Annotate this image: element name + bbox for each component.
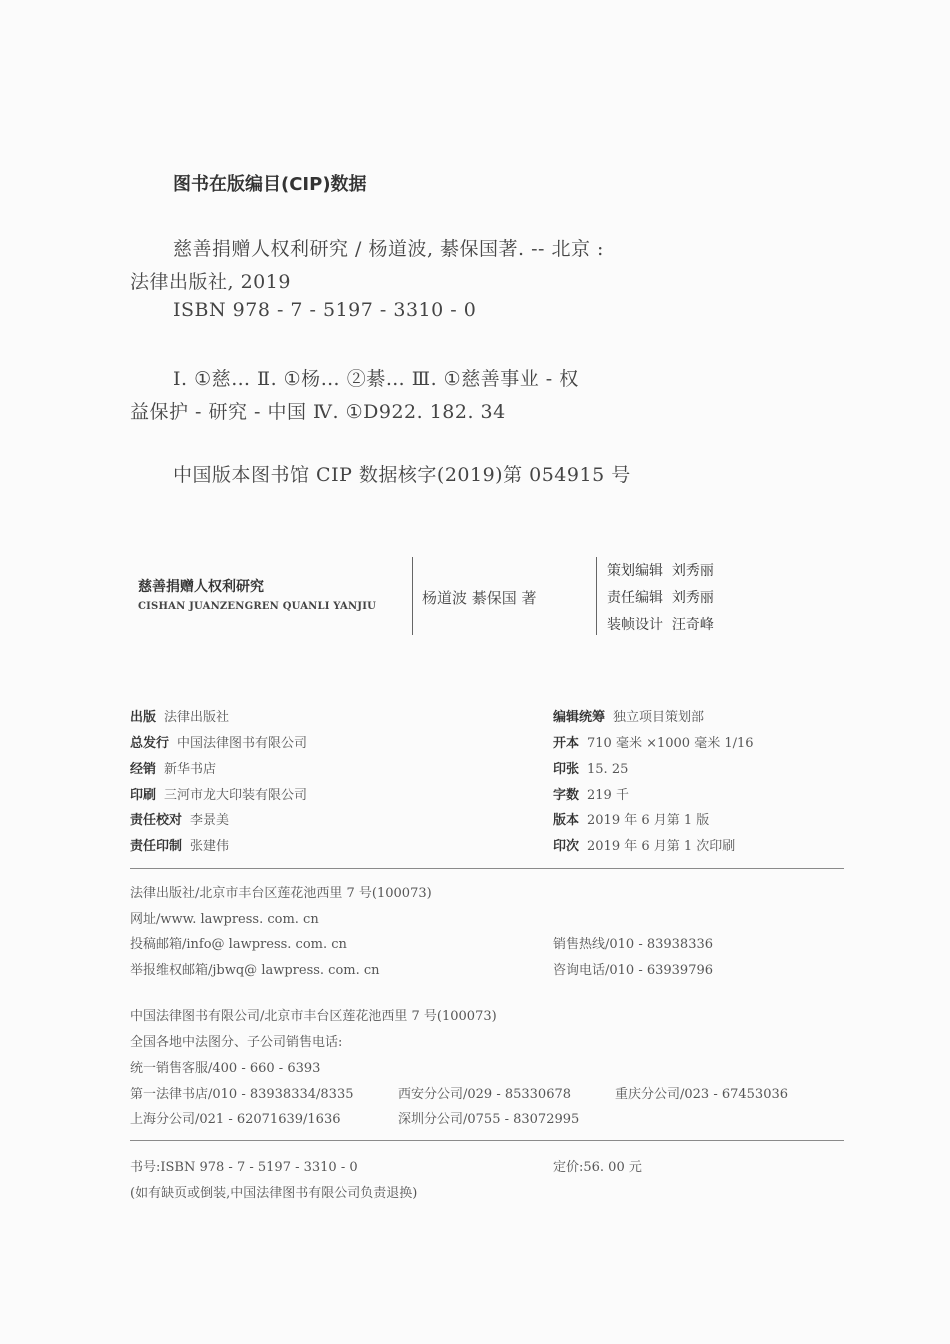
publish-row: 印张 15. 25: [553, 762, 629, 777]
cip-publisher-line: 法律出版社, 2019: [130, 271, 291, 293]
publish-row: 编辑统筹 独立项目策划部: [553, 710, 705, 725]
branch-phone: 西安分公司/029 - 85330678: [398, 1087, 572, 1102]
book-title-pinyin: CISHAN JUANZENGREN QUANLI YANJIU: [138, 601, 377, 612]
editor-row: 策划编辑 刘秀丽: [607, 563, 714, 579]
publish-row: 出版 法律出版社: [130, 710, 230, 725]
branches-note: 全国各地中法图分、子公司销售电话:: [130, 1035, 343, 1050]
price: 定价:56. 00 元: [553, 1160, 642, 1175]
cip-title: 图书在版编目(CIP)数据: [173, 174, 367, 195]
publish-row: 印刷 三河市龙大印装有限公司: [130, 788, 308, 803]
cip-classification-1: Ⅰ. ①慈… Ⅱ. ①杨… ②綦… Ⅲ. ①慈善事业 - 权: [173, 368, 579, 390]
publish-row: 字数 219 千: [553, 788, 629, 803]
sales-hotline: 销售热线/010 - 83938336: [553, 937, 714, 952]
divider-right: [596, 557, 597, 635]
report-email: 举报维权邮箱/jbwq@ lawpress. com. cn: [130, 963, 380, 978]
publish-row: 印次 2019 年 6 月第 1 次印刷: [553, 839, 736, 854]
editor-row: 装帧设计 汪奇峰: [607, 617, 714, 633]
submission-email: 投稿邮箱/info@ lawpress. com. cn: [130, 937, 347, 952]
publisher-address: 法律出版社/北京市丰台区莲花池西里 7 号(100073): [130, 886, 432, 901]
book-title-cn: 慈善捐赠人权利研究: [138, 579, 264, 595]
cip-title-line: 慈善捐赠人权利研究 / 杨道波, 綦保国著. -- 北京 :: [173, 238, 604, 260]
consult-phone: 咨询电话/010 - 63939796: [553, 963, 714, 978]
book-number: 书号:ISBN 978 - 7 - 5197 - 3310 - 0: [130, 1160, 358, 1175]
distributor-address: 中国法律图书有限公司/北京市丰台区莲花池西里 7 号(100073): [130, 1009, 497, 1024]
separator: [130, 868, 844, 869]
publish-row: 经销 新华书店: [130, 762, 217, 777]
publish-row: 版本 2019 年 6 月第 1 版: [553, 813, 710, 828]
branch-phone: 第一法律书店/010 - 83938334/8335: [130, 1087, 354, 1102]
divider-left: [412, 557, 413, 635]
branch-phone: 上海分公司/021 - 62071639/1636: [130, 1112, 341, 1127]
cip-library-number: 中国版本图书馆 CIP 数据核字(2019)第 054915 号: [173, 464, 631, 486]
unified-service: 统一销售客服/400 - 660 - 6393: [130, 1061, 321, 1076]
cip-classification-2: 益保护 - 研究 - 中国 Ⅳ. ①D922. 182. 34: [130, 401, 506, 423]
publish-row: 责任印制 张建伟: [130, 839, 230, 854]
branch-phone: 重庆分公司/023 - 67453036: [615, 1087, 789, 1102]
publish-row: 开本 710 毫米 ×1000 毫米 1/16: [553, 736, 754, 751]
cip-isbn: ISBN 978 - 7 - 5197 - 3310 - 0: [173, 299, 477, 321]
return-note: (如有缺页或倒装,中国法律图书有限公司负责退换): [130, 1186, 418, 1201]
publisher-website: 网址/www. lawpress. com. cn: [130, 912, 319, 927]
publish-row: 责任校对 李景美: [130, 813, 230, 828]
branch-phone: 深圳分公司/0755 - 83072995: [398, 1112, 580, 1127]
book-authors: 杨道波 綦保国 著: [422, 589, 537, 607]
editor-row: 责任编辑 刘秀丽: [607, 590, 714, 606]
separator: [130, 1140, 844, 1141]
publish-row: 总发行 中国法律图书有限公司: [130, 736, 308, 751]
